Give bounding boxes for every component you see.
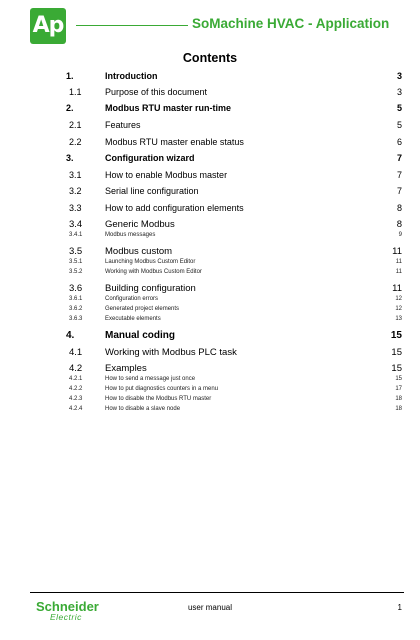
toc-entry-number: 3.6.1 <box>69 296 83 302</box>
toc-entry-number: 2.1 <box>69 120 82 130</box>
toc-entry-number: 4. <box>66 330 75 341</box>
footer-divider <box>30 592 404 593</box>
toc-entry-page: 7 <box>396 186 402 196</box>
toc-entry-page: 18 <box>395 406 402 412</box>
toc-entry-page: 11 <box>392 283 402 294</box>
toc-entry[interactable] <box>0 347 420 361</box>
toc-entry-page: 8 <box>396 203 402 213</box>
toc-entry[interactable] <box>0 137 420 151</box>
toc-entry[interactable] <box>0 219 420 233</box>
toc-entry-number: 4.2.3 <box>69 396 83 402</box>
toc-entry-number: 3.2 <box>69 186 82 196</box>
toc-entry-number: 3.5.2 <box>69 269 83 275</box>
toc-entry-page: 13 <box>395 316 402 322</box>
toc-entry-title: Serial line configuration <box>105 186 199 196</box>
toc-entry-title: Purpose of this document <box>105 87 208 97</box>
toc-entry-title: Configuration errors <box>105 296 159 302</box>
toc-entry[interactable] <box>0 283 420 297</box>
toc-entry-page: 17 <box>395 386 402 392</box>
toc-entry[interactable] <box>0 170 420 184</box>
toc-entry-page: 7 <box>396 170 402 180</box>
toc-entry-title: Building configuration <box>105 283 196 294</box>
toc-entry-number: 3.3 <box>69 203 82 213</box>
toc-entry[interactable] <box>0 406 420 420</box>
toc-entry-title: How to send a message just once <box>105 376 196 382</box>
toc-entry[interactable] <box>0 330 420 344</box>
toc-entry-title: Executable elements <box>105 316 161 322</box>
toc-entry-number: 3.1 <box>69 170 82 180</box>
toc-entry-page: 15 <box>391 347 402 358</box>
toc-entry-page: 18 <box>395 396 402 402</box>
contents-heading: Contents <box>182 51 238 65</box>
toc-entry-page: 15 <box>391 363 402 374</box>
toc-entry-number: 2.2 <box>69 137 82 147</box>
toc-entry-title: Modbus custom <box>105 246 173 257</box>
toc-entry-page: 15 <box>395 376 402 382</box>
toc-entry[interactable] <box>0 246 420 260</box>
toc-entry-page: 11 <box>392 246 402 257</box>
toc-entry-number: 4.2.4 <box>69 406 83 412</box>
toc-entry[interactable] <box>0 186 420 200</box>
toc-entry-title: Generated project elements <box>105 306 180 312</box>
toc-entry-page: 9 <box>398 232 402 238</box>
toc-entry[interactable] <box>0 153 420 167</box>
document-title: SoMachine HVAC - Application <box>192 16 390 31</box>
toc-entry-page: 7 <box>396 153 402 163</box>
toc-entry-page: 5 <box>396 103 402 113</box>
brand-sub: Electric <box>50 612 82 622</box>
page-header <box>0 0 420 50</box>
toc-entry[interactable] <box>0 103 420 117</box>
toc-entry-page: 11 <box>395 269 402 275</box>
toc-entry-title: Modbus RTU master enable status <box>105 137 244 147</box>
toc-entry-title: Launching Modbus Custom Editor <box>105 259 196 265</box>
toc-entry-number: 4.1 <box>69 347 83 358</box>
toc-entry-number: 4.2 <box>69 363 83 374</box>
toc-entry-page: 12 <box>395 306 402 312</box>
toc-entry-number: 4.2.1 <box>69 376 83 382</box>
toc-entry-number: 1.1 <box>69 87 82 97</box>
toc-entry-number: 3.6 <box>69 283 83 294</box>
toc-entry-page: 12 <box>395 296 402 302</box>
toc-entry-number: 3.4.1 <box>69 232 83 238</box>
toc-entry-title: Features <box>105 120 141 130</box>
toc-entry-title: Modbus messages <box>105 232 156 238</box>
footer-page-number: 1 <box>397 603 402 612</box>
toc-entry-page: 5 <box>396 120 402 130</box>
toc-entry-number: 2. <box>66 103 74 113</box>
toc-entry-page: 6 <box>396 137 402 147</box>
toc-entry-number: 3.6.2 <box>69 306 83 312</box>
toc-entry[interactable] <box>0 203 420 217</box>
toc-entry-page: 8 <box>396 219 402 230</box>
app-logo: Ap <box>30 8 66 44</box>
toc-entry-number: 1. <box>66 71 74 81</box>
toc-entry-title: How to disable the Modbus RTU master <box>105 396 212 402</box>
toc-entry-number: 3.4 <box>69 219 83 230</box>
toc-entry-number: 3.6.3 <box>69 316 83 322</box>
toc-entry[interactable] <box>0 71 420 85</box>
toc-entry-title: How to disable a slave node <box>105 406 181 412</box>
footer-label: user manual <box>187 603 233 612</box>
toc-entry-title: How to put diagnostics counters in a menu <box>105 386 219 392</box>
toc-entry-title: Modbus RTU master run-time <box>105 103 232 113</box>
toc-entry-title: Manual coding <box>105 330 175 341</box>
header-divider <box>76 25 188 26</box>
toc-entry-number: 3. <box>66 153 74 163</box>
toc-entry-title: How to add configuration elements <box>105 203 244 213</box>
toc-entry-page: 11 <box>395 259 402 265</box>
toc-entry-number: 3.5 <box>69 246 83 257</box>
toc-entry-title: Introduction <box>105 71 158 81</box>
toc-entry-number: 3.5.1 <box>69 259 83 265</box>
toc-entry[interactable] <box>0 232 420 246</box>
toc-entry[interactable] <box>0 316 420 330</box>
toc-entry-page: 3 <box>396 71 402 81</box>
brand-name: Schneider <box>36 599 99 614</box>
toc-entry-title: Working with Modbus PLC task <box>105 347 237 358</box>
toc-entry-page: 3 <box>396 87 402 97</box>
toc-entry[interactable] <box>0 120 420 134</box>
toc-entry-page: 15 <box>390 330 402 341</box>
toc-entry[interactable] <box>0 269 420 283</box>
toc-entry-title: How to enable Modbus master <box>105 170 228 180</box>
toc-entry-number: 4.2.2 <box>69 386 83 392</box>
toc-entry-title: Working with Modbus Custom Editor <box>105 269 202 275</box>
toc-entry-title: Generic Modbus <box>105 219 175 230</box>
toc-entry[interactable] <box>0 363 420 377</box>
toc-entry[interactable] <box>0 87 420 101</box>
toc-entry-title: Configuration wizard <box>105 153 195 163</box>
toc-entry-title: Examples <box>105 363 147 374</box>
